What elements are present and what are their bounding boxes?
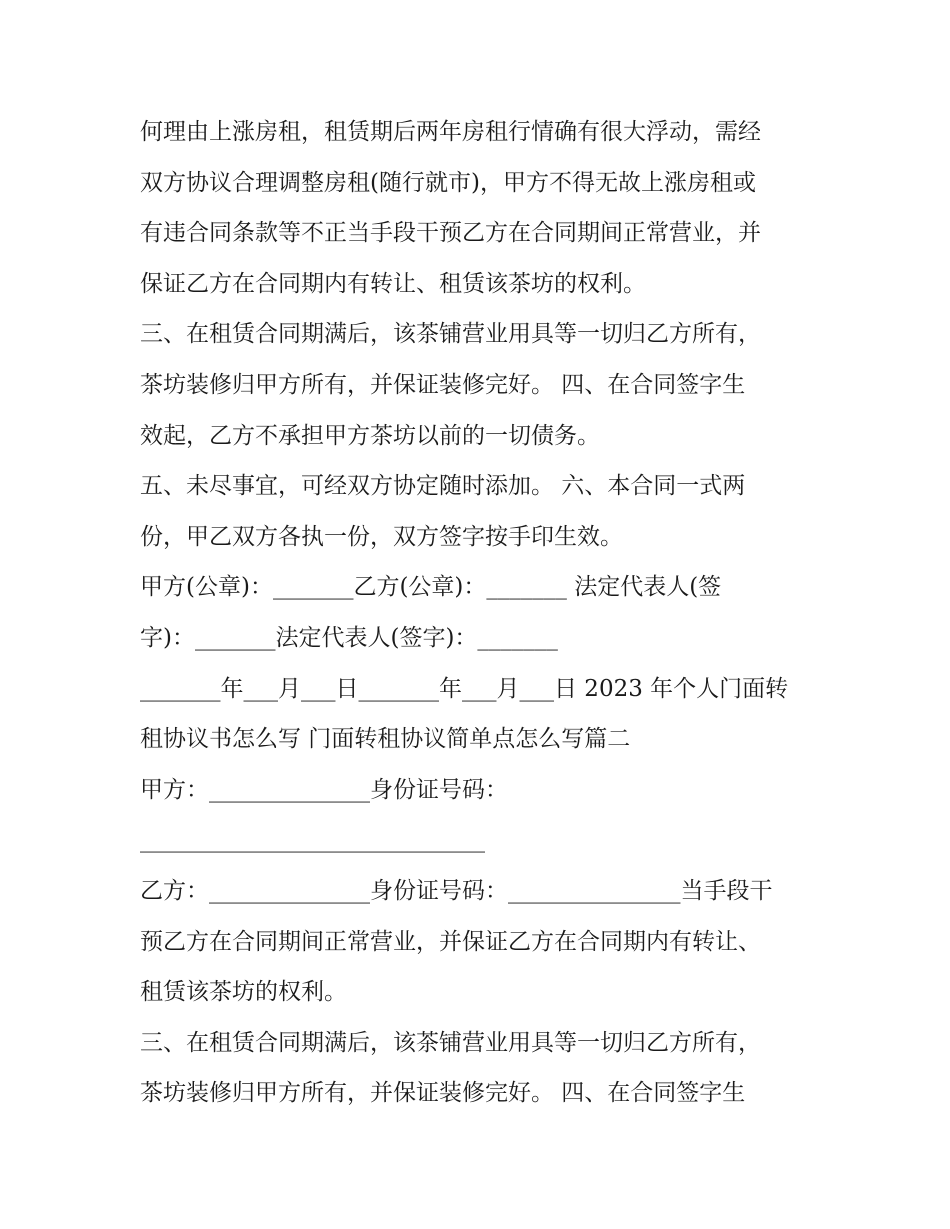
document-body: [140, 107, 820, 1119]
text-line: 五、未尽事宜，可经双方协定随时添加。 六、本合同一式两: [140, 473, 746, 500]
text-line: 何理由上涨房租，租赁期后两年房租行情确有很大浮动，需经: [140, 119, 761, 145]
signature-line: 字)：_______法定代表人(签字)：_______: [140, 624, 558, 651]
party-b-line: 乙方：______________身份证号码：_______________当手段干: [140, 877, 773, 904]
text-line: 份，甲乙双方各执一份，双方签字按手印生效。: [140, 523, 623, 550]
text-line: 双方协议合理调整房租(随行就市)，甲方不得无故上涨房租或: [140, 169, 756, 196]
text-line: 三、在租赁合同期满后，该茶铺营业用具等一切归乙方所有，: [140, 1029, 761, 1056]
text-line: 茶坊装修归甲方所有，并保证装修完好。 四、在合同签字生: [140, 1080, 746, 1107]
text-line: 三、在租赁合同期满后，该茶铺营业用具等一切归乙方所有，: [140, 321, 761, 348]
text-line: 效起，乙方不承担甲方茶坊以前的一切债务。: [140, 422, 600, 449]
text-line: 预乙方在合同期间正常营业，并保证乙方在合同期内有转让、: [140, 928, 761, 955]
date-line: _______年___月___日_______年___月___日 2023 年个人门面转: [140, 675, 789, 702]
text-line: 茶坊装修归甲方所有，并保证装修完好。 四、在合同签字生: [140, 371, 746, 398]
blank-line: ______________________________: [140, 827, 485, 854]
text-line: 有违合同条款等不正当手段干预乙方在合同期间正常营业，并: [140, 220, 761, 247]
signature-line: 甲方(公章)：_______乙方(公章)：_______ 法定代表人(签: [140, 574, 722, 601]
section-title-line: 租协议书怎么写 门面转租协议简单点怎么写篇二: [140, 726, 631, 753]
text-line: 保证乙方在合同期内有转让、租赁该茶坊的权利。: [140, 270, 646, 297]
party-a-line: 甲方：______________身份证号码：: [140, 776, 508, 803]
text-line: 租赁该茶坊的权利。: [140, 979, 347, 1006]
